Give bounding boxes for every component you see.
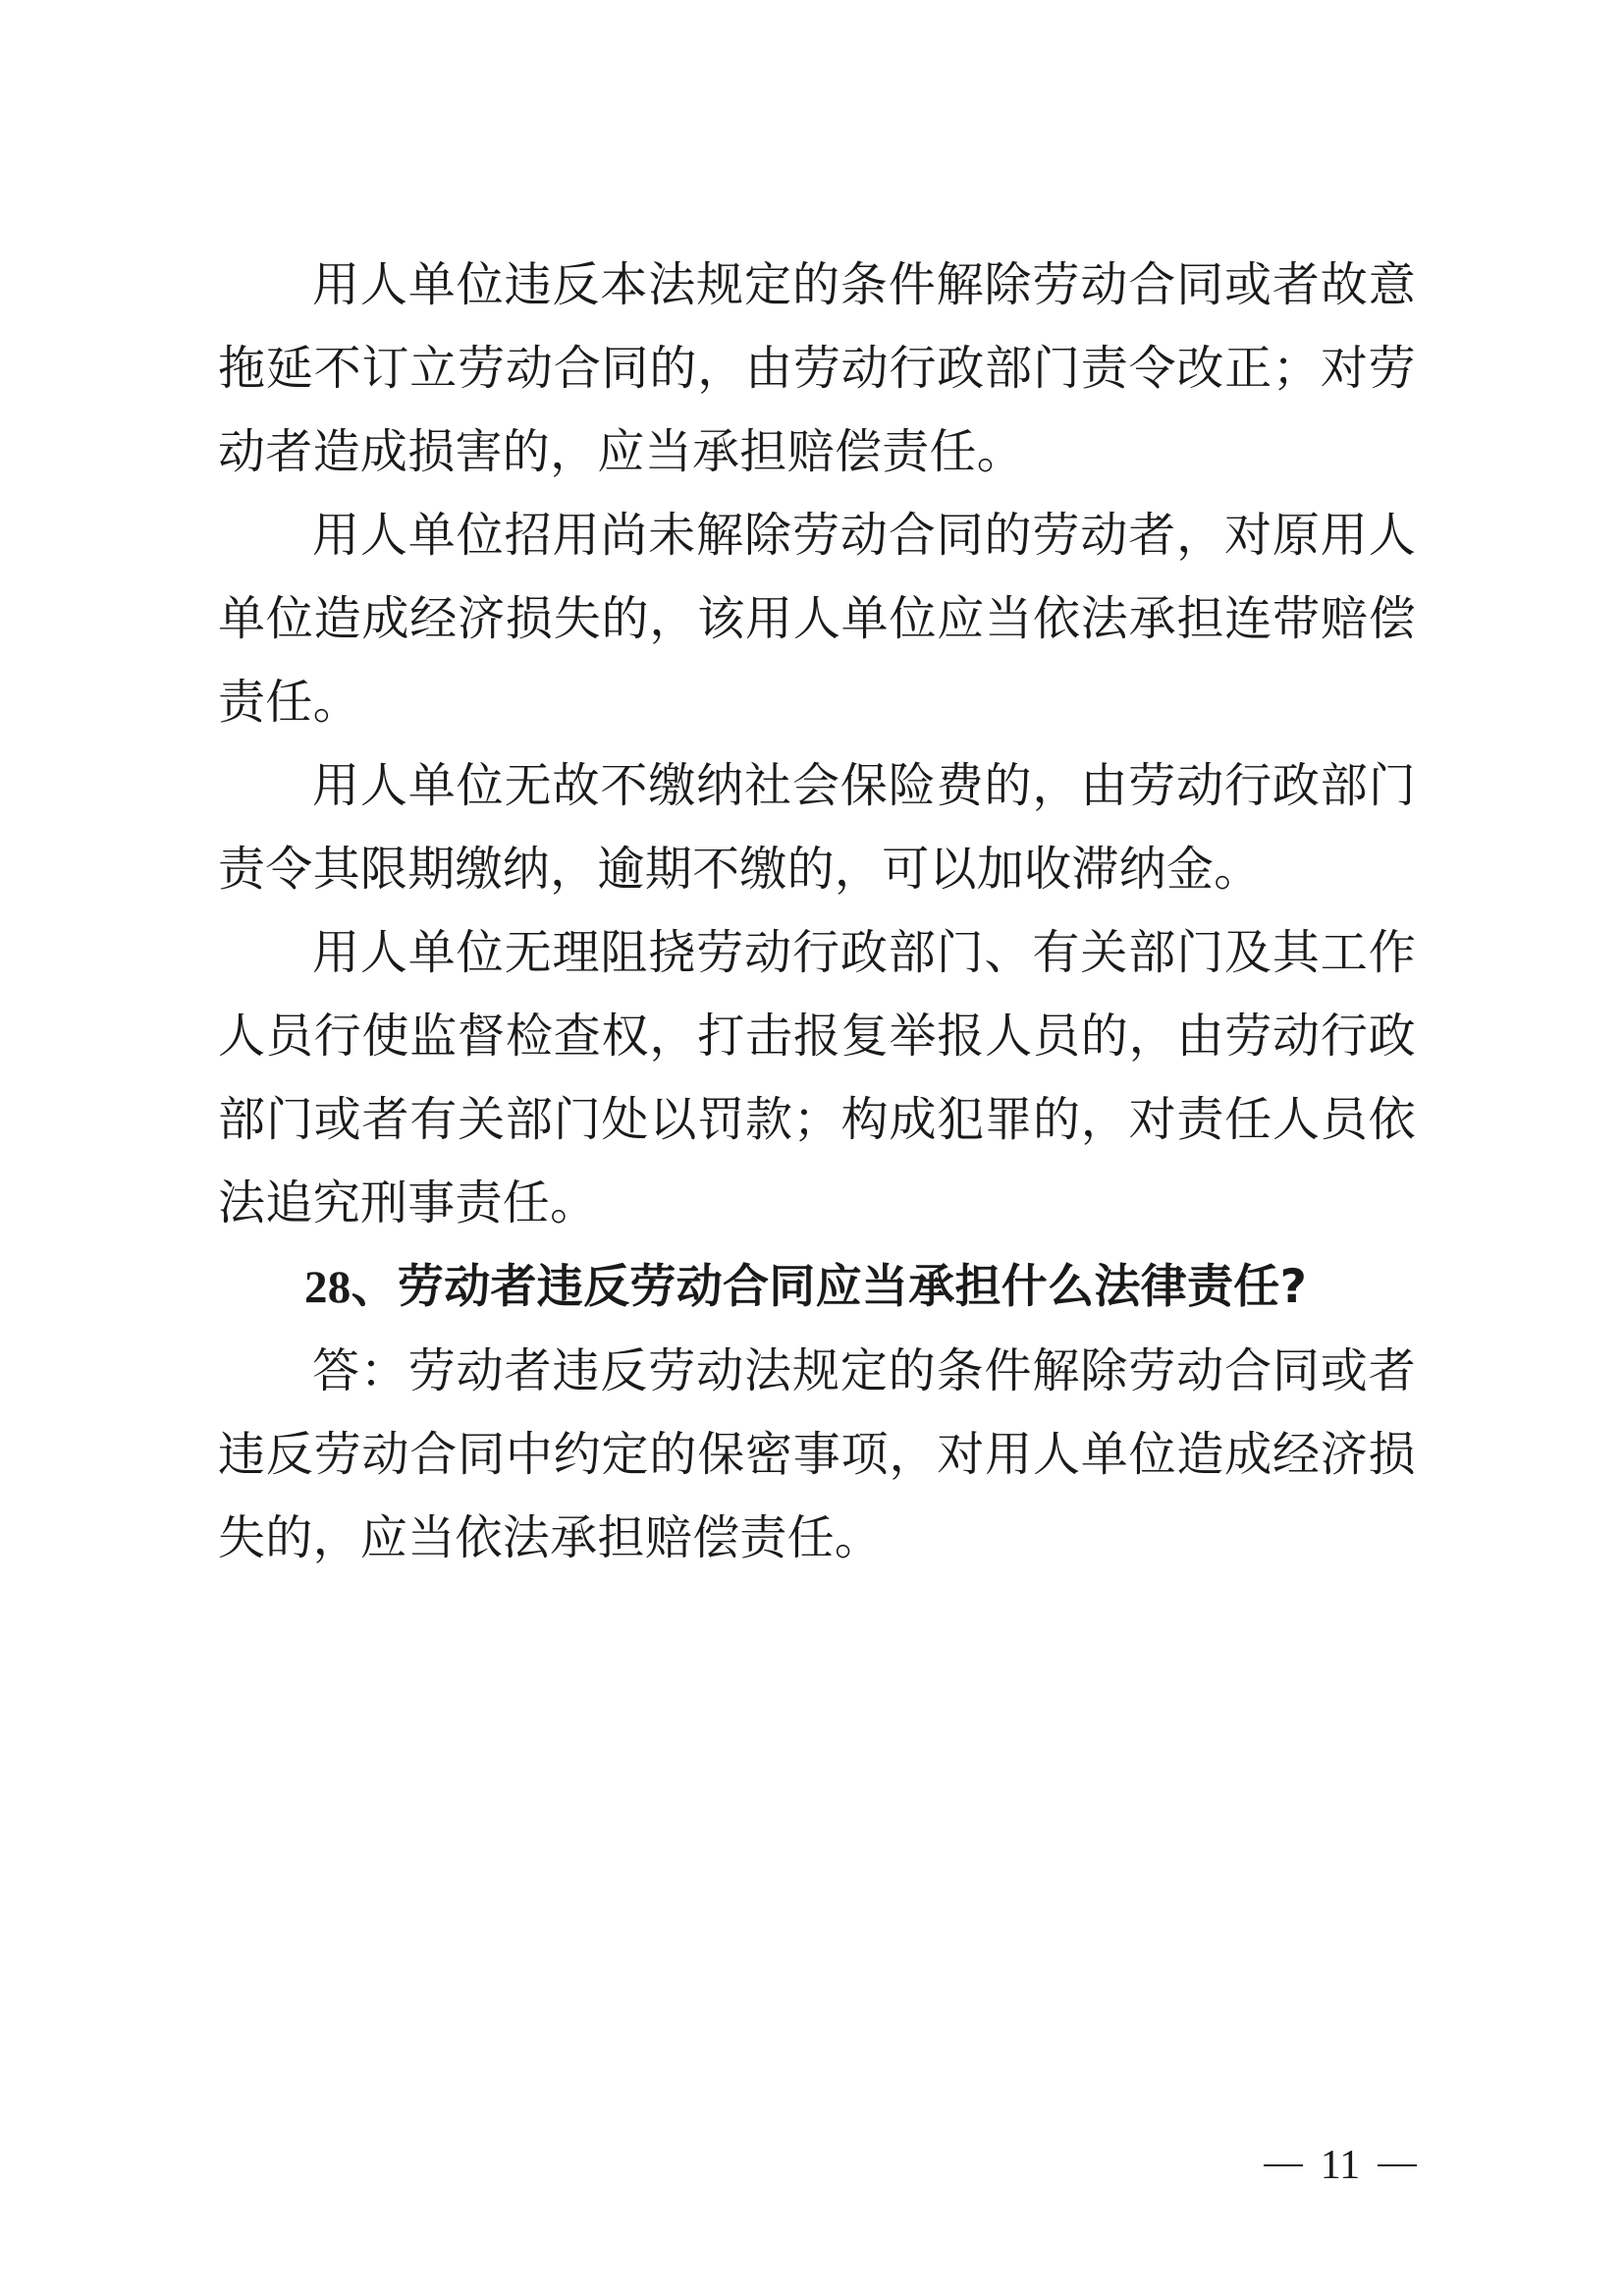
page-number: 11 — [1320, 2143, 1361, 2188]
page-number-footer — [1257, 2136, 1424, 2195]
page-content — [218, 244, 1416, 1580]
paragraph-social-insurance: 用人单位无故不缴纳社会保险费的，由劳动行政部门责令其限期缴纳，逾期不缴的，可以加收滞纳金。 — [218, 758, 1416, 897]
paragraph-obstruction: 用人单位无理阻挠劳动行政部门、有关部门及其工作人员行使监督检查权，打击报复举报人员的，由劳动行政部门或者有关部门处以罚款；构成犯罪的，对责任人员依法追究刑事责任。 — [218, 925, 1416, 1230]
question-text: 、劳动者违反劳动合同应当承担什么法律责任? — [351, 1260, 1308, 1314]
question-number: 28 — [304, 1262, 352, 1313]
right-dash — [1378, 2164, 1417, 2166]
question-heading — [218, 1245, 1416, 1330]
left-dash — [1264, 2164, 1303, 2166]
paragraph-unlawful-termination: 用人单位违反本法规定的条件解除劳动合同或者故意拖延不订立劳动合同的，由劳动行政部门责令改正；对劳动者造成损害的，应当承担赔偿责任。 — [218, 257, 1416, 479]
paragraph-joint-liability: 用人单位招用尚未解除劳动合同的劳动者，对原用人单位造成经济损失的，该用人单位应当依法承担连带赔偿责任。 — [218, 508, 1416, 730]
answer-paragraph: 答：劳动者违反劳动法规定的条件解除劳动合同或者违反劳动合同中约定的保密事项，对用人单位造成经济损失的，应当依法承担赔偿责任。 — [218, 1343, 1416, 1565]
